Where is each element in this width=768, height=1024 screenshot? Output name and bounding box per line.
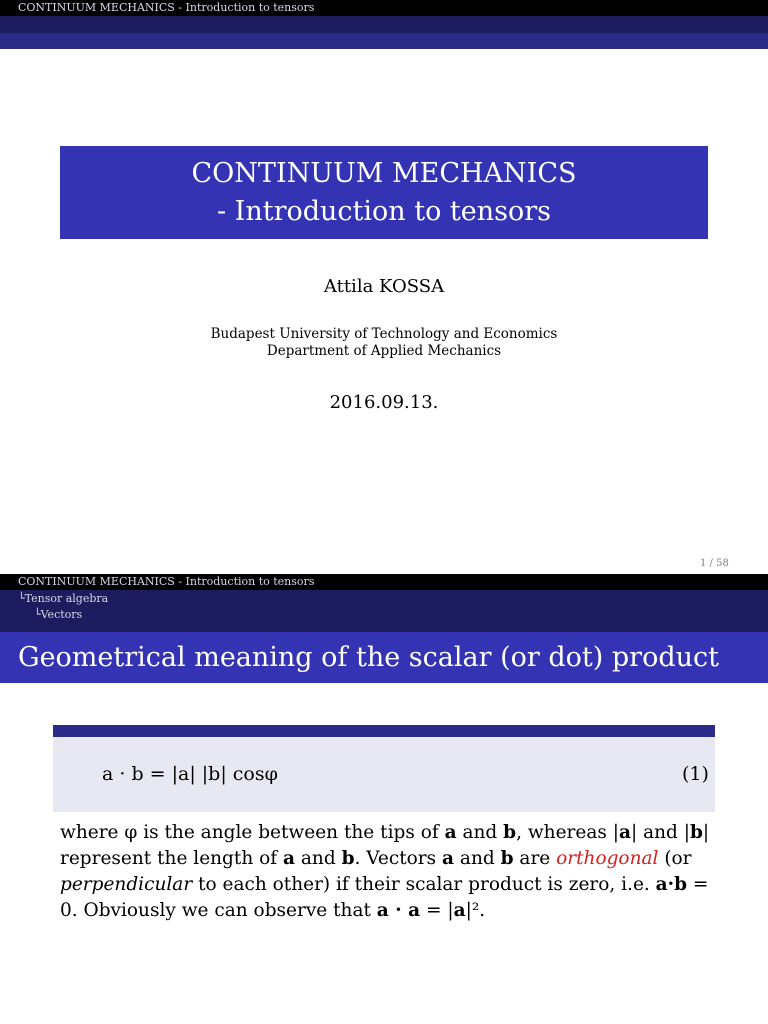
vector-a: a bbox=[444, 822, 457, 843]
para-text: and bbox=[295, 848, 342, 869]
para-text: | and | bbox=[630, 822, 690, 843]
term-perpendicular: perpendicular bbox=[60, 874, 193, 895]
vector-b: b bbox=[500, 848, 514, 869]
slide2-header-text: CONTINUUM MECHANICS - Introduction to tensors bbox=[18, 575, 315, 588]
para-text: and bbox=[456, 822, 504, 843]
slide1-institution-line2: Department of Applied Mechanics bbox=[266, 343, 502, 359]
equation-formula: a · b = |a| |b| cosφ bbox=[102, 763, 278, 785]
explanation-paragraph bbox=[60, 820, 720, 924]
slide1-header-bar bbox=[0, 0, 768, 16]
slide1-nav-band-lower bbox=[0, 33, 768, 49]
slide1-page-number: 1 / 58 bbox=[700, 558, 729, 569]
dot-product-expression: a·b bbox=[655, 874, 688, 895]
para-text: | represent the length of bbox=[60, 822, 710, 869]
slide1-nav-band bbox=[0, 16, 768, 33]
equation-number: (1) bbox=[682, 763, 709, 785]
vector-b: b bbox=[503, 822, 517, 843]
slide1-header-text: CONTINUUM MECHANICS - Introduction to tensors bbox=[18, 1, 315, 14]
vector-a: a bbox=[283, 848, 295, 869]
para-text: are bbox=[513, 848, 557, 869]
para-text: , whereas | bbox=[516, 822, 619, 843]
slide1-title-box bbox=[60, 146, 708, 239]
breadcrumb-section: └Tensor algebra bbox=[18, 592, 109, 605]
para-text: (or bbox=[658, 848, 692, 869]
para-text: . Vectors bbox=[354, 848, 443, 869]
vector-b: b bbox=[689, 822, 703, 843]
vector-a: a bbox=[442, 848, 455, 869]
para-text: = 0. Obviously we can observe that bbox=[60, 874, 709, 921]
slide1-date: 2016.09.13. bbox=[329, 392, 439, 413]
breadcrumb-subsection: └Vectors bbox=[34, 608, 83, 621]
slide1-institution bbox=[0, 326, 768, 360]
para-text: |². bbox=[465, 900, 486, 921]
para-text: to each other) if their scalar product is zero, i.e. bbox=[192, 874, 656, 895]
para-text: = | bbox=[420, 900, 454, 921]
para-text: and bbox=[454, 848, 501, 869]
para-text: where φ is the angle between the tips of bbox=[60, 822, 445, 843]
term-orthogonal: orthogonal bbox=[556, 848, 659, 869]
self-dot-expression: a · a bbox=[376, 900, 421, 921]
vector-a: a bbox=[618, 822, 631, 843]
vector-a: a bbox=[453, 900, 466, 921]
slide2-frame-title: Geometrical meaning of the scalar (or dot) product bbox=[0, 632, 768, 683]
slide1-institution-line1: Budapest University of Technology and Economics bbox=[210, 326, 558, 342]
vector-b: b bbox=[341, 848, 355, 869]
slide1-author: Attila KOSSA bbox=[323, 276, 445, 297]
slide1-title-line1: CONTINUUM MECHANICS bbox=[191, 158, 577, 189]
slide1-title-line2: - Introduction to tensors bbox=[216, 196, 552, 227]
equation-block-header bbox=[53, 725, 715, 737]
slide2-header-bar bbox=[0, 574, 768, 590]
slide2-breadcrumb bbox=[0, 590, 768, 632]
